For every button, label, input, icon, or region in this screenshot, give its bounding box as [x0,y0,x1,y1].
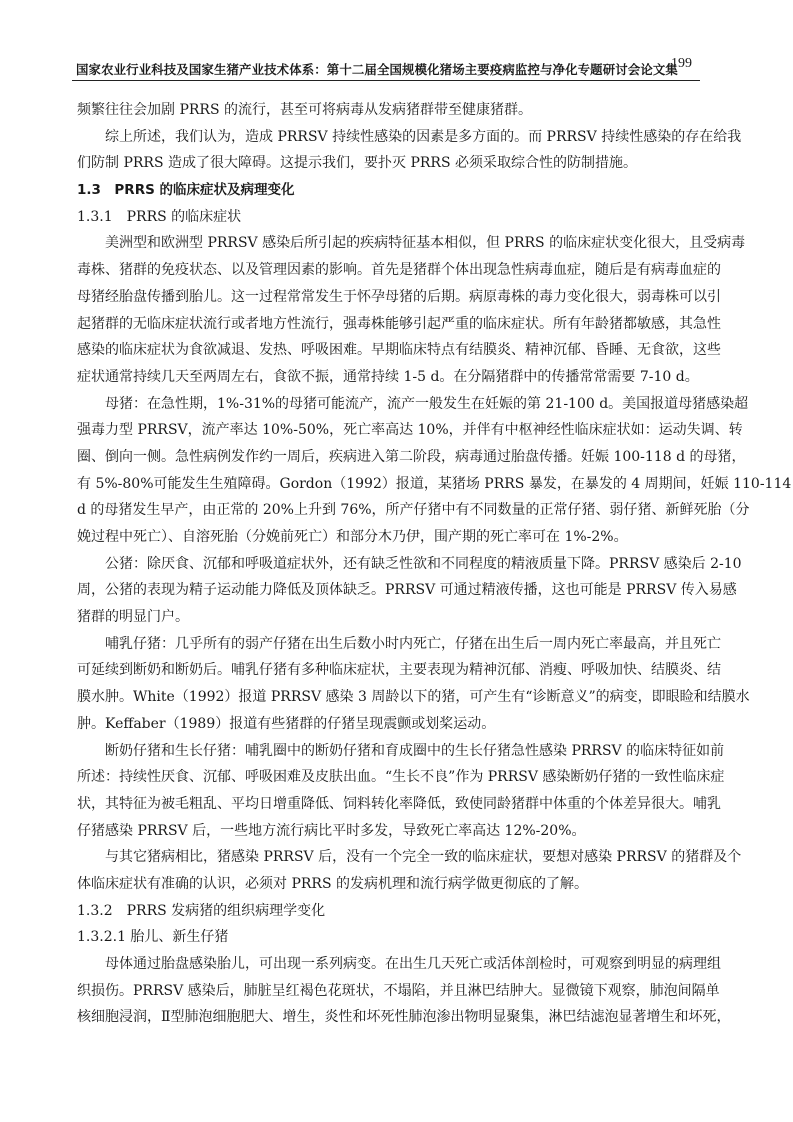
text-line: 断奶仔猪和生长仔猪：哺乳圈中的断奶仔猪和育成圈中的生长仔猪急性感染 PRRSV 的临床特征如前 [105,742,725,759]
text-line: 毒株、猪群的免疫状态、以及管理因素的影响。首先是猪群个体出现急性病毒血症，随后是有病毒血症的 [77,262,721,279]
text-line: 所述：持续性厌食、沉郁、呼吸困难及皮肤出血。“生长不良”作为 PRRSV 感染断奶仔猪的一致性临床症 [77,769,725,786]
subsection-heading [77,898,717,925]
text-line: 圈、倒向一侧。急性病例发作约一周后，疾病进入第二阶段，病毒通过胎盘传播。妊娠 100-118 d 的母猪， [77,448,746,465]
paragraph [77,97,717,124]
text-line: 娩过程中死亡）、自溶死胎（分娩前死亡）和部分木乃伊，围产期的死亡率可在 1%-2%。 [77,529,628,545]
text-line: 体临床症状有准确的认识，必须对 PRRS 的发病机理和流行病学做更彻底的了解。 [77,875,588,892]
text-line: 1.3.2 PRRS 发病猪的组织病理学变化 [77,902,326,919]
text-line: 母体通过胎盘感染胎儿，可出现一系列病变。在出生几天死亡或活体剖检时，可观察到明显的病理组 [105,956,721,972]
subsection-heading [77,204,717,231]
paragraph [77,124,742,177]
text-line: 猪群的明显门户。 [77,609,189,626]
page-number: 199 [671,56,692,71]
text-line: 肿。Keffaber（1989）报道有些猪群的仔猪呈现震颤或划桨运动。 [77,715,496,732]
text-line: 状，其特征为被毛粗乱、平均日增重降低、饲料转化率降低，致使同龄猪群中体重的个体差异很大。哺乳 [77,795,721,812]
running-header [72,58,700,81]
paragraph [77,631,750,738]
header-title: 国家农业行业科技及国家生猪产业技术体系：第十二届全国规模化猪场主要疫病监控与净化专题研讨会论文集 [76,62,678,77]
text-line: 们防制 PRRS 造成了很大障碍。这提示我们，要扑灭 PRRS 必须采取综合性的防制措施。 [77,155,637,172]
text-line: 1.3 PRRS 的临床症状及病理变化 [77,182,295,199]
paragraph [77,738,725,845]
text-line: d 的母猪发生早产，由正常的 20%上升到 76%，所产仔猪中有不同数量的正常仔猪、弱仔猪、新鲜死胎（分 [77,502,750,519]
text-line: 母猪：在急性期，1%-31%的母猪可能流产，流产一般发生在妊娠的第 21-100 d。美国报道母猪感染超 [105,395,749,412]
text-line: 膜水肿。White（1992）报道 PRRSV 感染 3 周龄以下的猪，可产生有“诊断意义”的病变，即眼睑和结膜水 [77,689,750,706]
text-line: 母猪经胎盘传播到胎儿。这一过程常常发生于怀孕母猪的后期。病原毒株的毒力变化很大，弱毒株可以引 [77,288,721,305]
text-line: 美洲型和欧洲型 PRRSV 感染后所引起的疾病特征基本相似，但 PRRS 的临床症状变化很大，且受病毒 [105,235,746,252]
paragraph [77,230,746,390]
text-line: 1.3.1 PRRS 的临床症状 [77,208,242,225]
section-heading [77,177,717,204]
text-line: 综上所述，我们认为，造成 PRRSV 持续性感染的因素是多方面的。而 PRRSV 持续性感染的存在给我 [105,128,742,145]
text-line: 织损伤。PRRSV 感染后，肺脏呈红褐色花斑状，不塌陷，并且淋巴结肿大。显微镜下观察，肺泡间隔单 [77,982,720,999]
text-line: 起猪群的无临床症状流行或者地方性流行，强毒株能够引起严重的临床症状。所有年龄猪都敏感，其急性 [77,315,721,332]
text-line: 公猪：除厌食、沉郁和呼吸道症状外，还有缺乏性欲和不同程度的精液质量下降。PRRSV 感染后 2-10 [105,555,742,572]
paragraph [77,551,742,631]
text-line: 可延续到断奶和断奶后。哺乳仔猪有多种临床症状，主要表现为精神沉郁、消瘦、呼吸加快、结膜炎、结 [77,662,721,679]
text-line: 哺乳仔猪：几乎所有的弱产仔猪在出生后数小时内死亡，仔猪在出生后一周内死亡率最高，并且死亡 [105,635,721,652]
text-line: 症状通常持续几天至两周左右，食欲不振，通常持续 1-5 d。在分隔猪群中的传播常常需要 7-10 d。 [77,368,699,385]
paragraph [77,844,742,897]
document-body [77,97,792,1031]
text-line: 感染的临床症状为食欲减退、发热、呼吸困难。早期临床特点有结膜炎、精神沉郁、昏睡、无食欲，这些 [77,342,721,359]
text-line: 1.3.2.1 胎儿、新生仔猪 [77,929,229,946]
text-line: 仔猪感染 PRRSV 后，一些地方流行病比平时多发，导致死亡率高达 12%-20%。 [77,822,586,839]
text-line: 周，公猪的表现为精子运动能力降低及顶体缺乏。PRRSV 可通过精液传播，这也可能是 PRRSV 传入易感 [77,582,737,599]
subsection-heading [77,924,717,951]
text-line: 核细胞浸润，Ⅱ型肺泡细胞肥大、增生，炎性和坏死性肺泡渗出物明显聚集，淋巴结滤泡显著增生和坏死， [77,1009,731,1026]
text-line: 有 5%-80%可能发生生殖障碍。Gordon（1992）报道，某猪场 PRRS 暴发，在暴发的 4 周期间，妊娠 110-114 [77,475,792,492]
text-line: 强毒力型 PRRSV，流产率达 10%-50%，死亡率高达 10%，并伴有中枢神经性临床症状如：运动失调、转 [77,422,743,439]
paragraph [77,951,731,1031]
paragraph [77,391,792,551]
text-line: 与其它猪病相比，猪感染 PRRSV 后，没有一个完全一致的临床症状，要想对感染 PRRSV 的猪群及个 [105,849,742,866]
text-line: 频繁往往会加剧 PRRS 的流行，甚至可将病毒从发病猪群带至健康猪群。 [77,102,532,118]
